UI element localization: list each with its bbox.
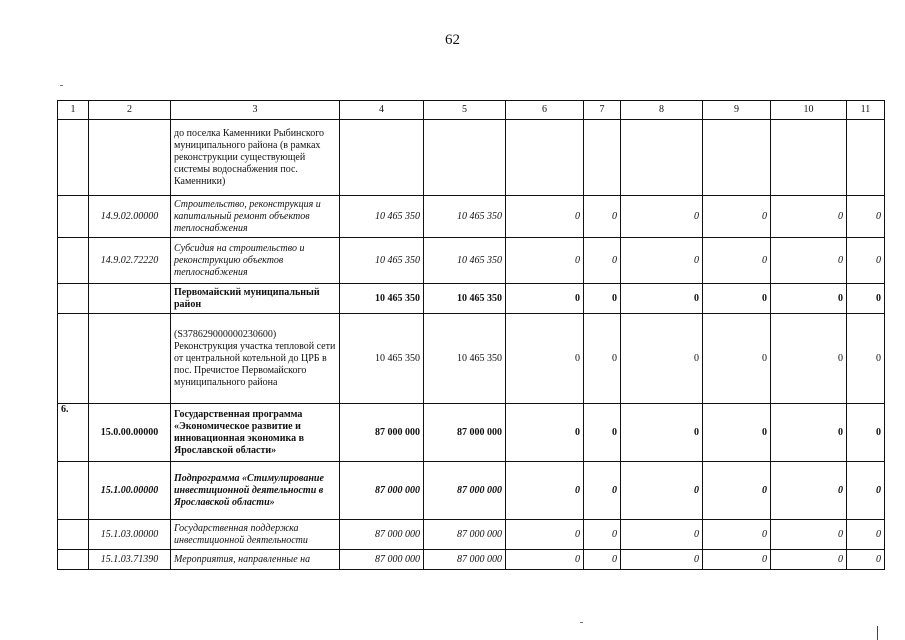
value-cell-col6: [506, 120, 584, 196]
value-cell-col8: 0: [621, 462, 703, 520]
value-cell-col5: 10 465 350: [424, 314, 506, 404]
table-row: [58, 520, 885, 550]
table-row: [58, 550, 885, 570]
col-header: 4: [340, 101, 424, 120]
value-cell-col9: 0: [703, 314, 771, 404]
name-cell: Подпрограмма «Стимулирование инвестиционной деятельности в Ярославской области»: [171, 462, 340, 520]
value-cell-col4: 87 000 000: [340, 404, 424, 462]
value-cell-col7: 0: [584, 404, 621, 462]
code-cell: [89, 284, 171, 314]
scan-speck: [580, 622, 583, 623]
value-cell-col11: 0: [847, 462, 885, 520]
value-cell-col10: 0: [771, 550, 847, 570]
header-row: [58, 101, 885, 120]
col-header: 7: [584, 101, 621, 120]
value-cell-col8: 0: [621, 196, 703, 238]
code-cell: 14.9.02.72220: [89, 238, 171, 284]
value-cell-col4: 87 000 000: [340, 550, 424, 570]
value-cell-col4: 87 000 000: [340, 462, 424, 520]
value-cell-col9: 0: [703, 550, 771, 570]
value-cell-col9: 0: [703, 404, 771, 462]
table-row: [58, 404, 885, 462]
table-row: [58, 462, 885, 520]
page-number: 62: [445, 32, 460, 48]
value-cell-col5: 87 000 000: [424, 550, 506, 570]
name-cell: (S378629000000230600) Реконструкция участка тепловой сети от центральной котельной до ЦРБ в пос. Пречистое Первомайского муниципального района: [171, 314, 340, 404]
table-row: [58, 238, 885, 284]
row-number-cell: [58, 462, 89, 520]
value-cell-col10: 0: [771, 314, 847, 404]
row-number-cell: [58, 520, 89, 550]
col-header: 5: [424, 101, 506, 120]
value-cell-col5: [424, 120, 506, 196]
value-cell-col8: 0: [621, 520, 703, 550]
value-cell-col6: 0: [506, 462, 584, 520]
value-cell-col11: 0: [847, 520, 885, 550]
name-cell: Строительство, реконструкция и капитальный ремонт объектов теплоснабжения: [171, 196, 340, 238]
col-header: 11: [847, 101, 885, 120]
row-number-cell: [58, 238, 89, 284]
value-cell-col4: 10 465 350: [340, 284, 424, 314]
value-cell-col9: 0: [703, 520, 771, 550]
value-cell-col4: 10 465 350: [340, 196, 424, 238]
value-cell-col9: 0: [703, 462, 771, 520]
col-header: 10: [771, 101, 847, 120]
value-cell-col10: 0: [771, 404, 847, 462]
value-cell-col11: 0: [847, 238, 885, 284]
value-cell-col8: 0: [621, 284, 703, 314]
row-number-cell: [58, 120, 89, 196]
value-cell-col7: 0: [584, 462, 621, 520]
row-number-cell: [58, 314, 89, 404]
name-cell: Государственная поддержка инвестиционной деятельности: [171, 520, 340, 550]
code-cell: 15.1.03.71390: [89, 550, 171, 570]
code-cell: 15.0.00.00000: [89, 404, 171, 462]
value-cell-col5: 87 000 000: [424, 404, 506, 462]
col-header: 3: [171, 101, 340, 120]
value-cell-col10: 0: [771, 196, 847, 238]
code-cell: 14.9.02.00000: [89, 196, 171, 238]
value-cell-col8: 0: [621, 314, 703, 404]
code-cell: 15.1.00.00000: [89, 462, 171, 520]
value-cell-col10: 0: [771, 462, 847, 520]
value-cell-col6: 0: [506, 404, 584, 462]
scan-edge-mark: [877, 626, 878, 640]
value-cell-col8: 0: [621, 404, 703, 462]
value-cell-col7: 0: [584, 550, 621, 570]
value-cell-col6: 0: [506, 550, 584, 570]
value-cell-col6: 0: [506, 238, 584, 284]
value-cell-col4: [340, 120, 424, 196]
value-cell-col9: 0: [703, 284, 771, 314]
table-row: [58, 120, 885, 196]
col-header: 1: [58, 101, 89, 120]
scan-speck: [60, 85, 63, 86]
col-header: 2: [89, 101, 171, 120]
value-cell-col11: 0: [847, 196, 885, 238]
name-cell: Государственная программа «Экономическое развитие и инновационная экономика в Ярославской области»: [171, 404, 340, 462]
value-cell-col5: 10 465 350: [424, 284, 506, 314]
value-cell-col7: [584, 120, 621, 196]
value-cell-col11: [847, 120, 885, 196]
value-cell-col7: 0: [584, 314, 621, 404]
code-cell: [89, 120, 171, 196]
table-row: [58, 284, 885, 314]
value-cell-col8: 0: [621, 238, 703, 284]
value-cell-col8: 0: [621, 550, 703, 570]
value-cell-col11: 0: [847, 284, 885, 314]
name-cell: Субсидия на строительство и реконструкцию объектов теплоснабжения: [171, 238, 340, 284]
value-cell-col6: 0: [506, 520, 584, 550]
value-cell-col10: [771, 120, 847, 196]
name-cell: Первомайский муниципальный район: [171, 284, 340, 314]
row-number-cell: 6.: [58, 404, 89, 462]
budget-table: [57, 100, 885, 570]
value-cell-col5: 10 465 350: [424, 196, 506, 238]
value-cell-col7: 0: [584, 238, 621, 284]
code-cell: 15.1.03.00000: [89, 520, 171, 550]
value-cell-col7: 0: [584, 284, 621, 314]
table-row: [58, 196, 885, 238]
value-cell-col4: 10 465 350: [340, 314, 424, 404]
col-header: 8: [621, 101, 703, 120]
value-cell-col5: 87 000 000: [424, 520, 506, 550]
value-cell-col6: 0: [506, 196, 584, 238]
code-cell: [89, 314, 171, 404]
row-number-cell: [58, 196, 89, 238]
value-cell-col10: 0: [771, 238, 847, 284]
value-cell-col7: 0: [584, 520, 621, 550]
value-cell-col10: 0: [771, 284, 847, 314]
value-cell-col10: 0: [771, 520, 847, 550]
value-cell-col5: 10 465 350: [424, 238, 506, 284]
value-cell-col11: 0: [847, 550, 885, 570]
value-cell-col5: 87 000 000: [424, 462, 506, 520]
value-cell-col4: 87 000 000: [340, 520, 424, 550]
value-cell-col6: 0: [506, 284, 584, 314]
col-header: 9: [703, 101, 771, 120]
value-cell-col11: 0: [847, 404, 885, 462]
row-number-cell: [58, 284, 89, 314]
table-row: [58, 314, 885, 404]
row-number-cell: [58, 550, 89, 570]
value-cell-col9: 0: [703, 196, 771, 238]
value-cell-col11: 0: [847, 314, 885, 404]
value-cell-col7: 0: [584, 196, 621, 238]
name-cell: Мероприятия, направленные на: [171, 550, 340, 570]
value-cell-col8: [621, 120, 703, 196]
value-cell-col6: 0: [506, 314, 584, 404]
col-header: 6: [506, 101, 584, 120]
value-cell-col9: [703, 120, 771, 196]
value-cell-col9: 0: [703, 238, 771, 284]
name-cell: до поселка Каменники Рыбинского муниципального района (в рамках реконструкции существующей системы водоснабжения пос. Каменники): [171, 120, 340, 196]
value-cell-col4: 10 465 350: [340, 238, 424, 284]
